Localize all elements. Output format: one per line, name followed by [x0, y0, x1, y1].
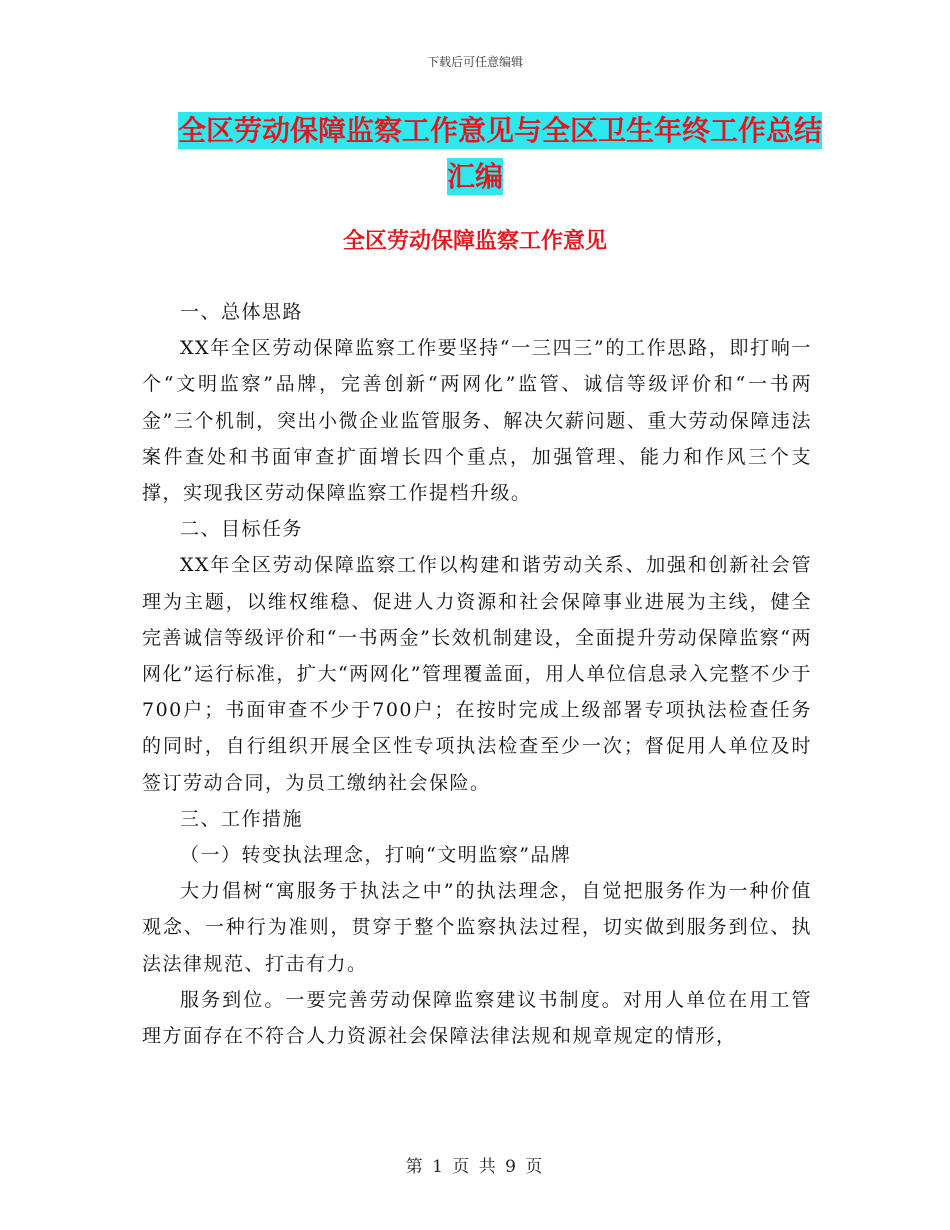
document-title [0, 108, 950, 200]
paragraph: XX年全区劳动保障监察工作要坚持“一三四三”的工作思路，即打响一个“文明监察”品牌，完善创新“两网化”监管、诚信等级评价和“一书两金”三个机制，突出小微企业监管服务、解决欠薪问题、重大劳动保障违法案件查处和书面审查扩面增长四个重点，加强管理、能力和作风三个支撑，实现我区劳动保障监察工作提档升级。 [142, 337, 812, 505]
heading-measures: 三、工作措施 [180, 807, 304, 830]
subheading-enforcement-concept: （一）转变执法理念，打响“文明监察”品牌 [180, 844, 572, 867]
paragraph: XX年全区劳动保障监察工作以构建和谐劳动关系、加强和创新社会管理为主题，以维权维稳、促进人力资源和社会保障事业进展为主线，健全完善诚信等级评价和“一书两金”长效机制建设，全面提升劳动保障监察“两网化”运行标准，扩大“两网化”管理覆盖面，用人单位信息录入完整不少于700户；书面审查不少于700户；在按时完成上级部署专项执法检查任务的同时，自行组织开展全区性专项执法检查至少一次；督促用人单位及时签订劳动合同，为员工缴纳社会保险。 [142, 554, 812, 794]
title-line-2: 汇编 [446, 160, 503, 193]
title-line-1: 全区劳动保障监察工作意见与全区卫生年终工作总结 [177, 114, 822, 147]
heading-overall-approach: 一、总体思路 [180, 301, 304, 323]
section-title: 全区劳动保障监察工作意见 [342, 229, 607, 254]
body-text [142, 294, 812, 1054]
header-note: 下载后可任意编辑 [426, 55, 523, 69]
heading-goals: 二、目标任务 [180, 518, 304, 541]
paragraph: 服务到位。一要完善劳动保障监察建议书制度。对用人单位在用工管理方面存在不符合人力资源社会保障法律法规和规章规定的情形， [142, 988, 812, 1048]
page-footer: 第 1 页 共 9 页 [405, 1157, 545, 1177]
paragraph: 大力倡树“寓服务于执法之中”的执法理念，自觉把服务作为一种价值观念、一种行为准则，贯穿于整个监察执法过程，切实做到服务到位、执法法律规范、打击有力。 [142, 880, 812, 975]
